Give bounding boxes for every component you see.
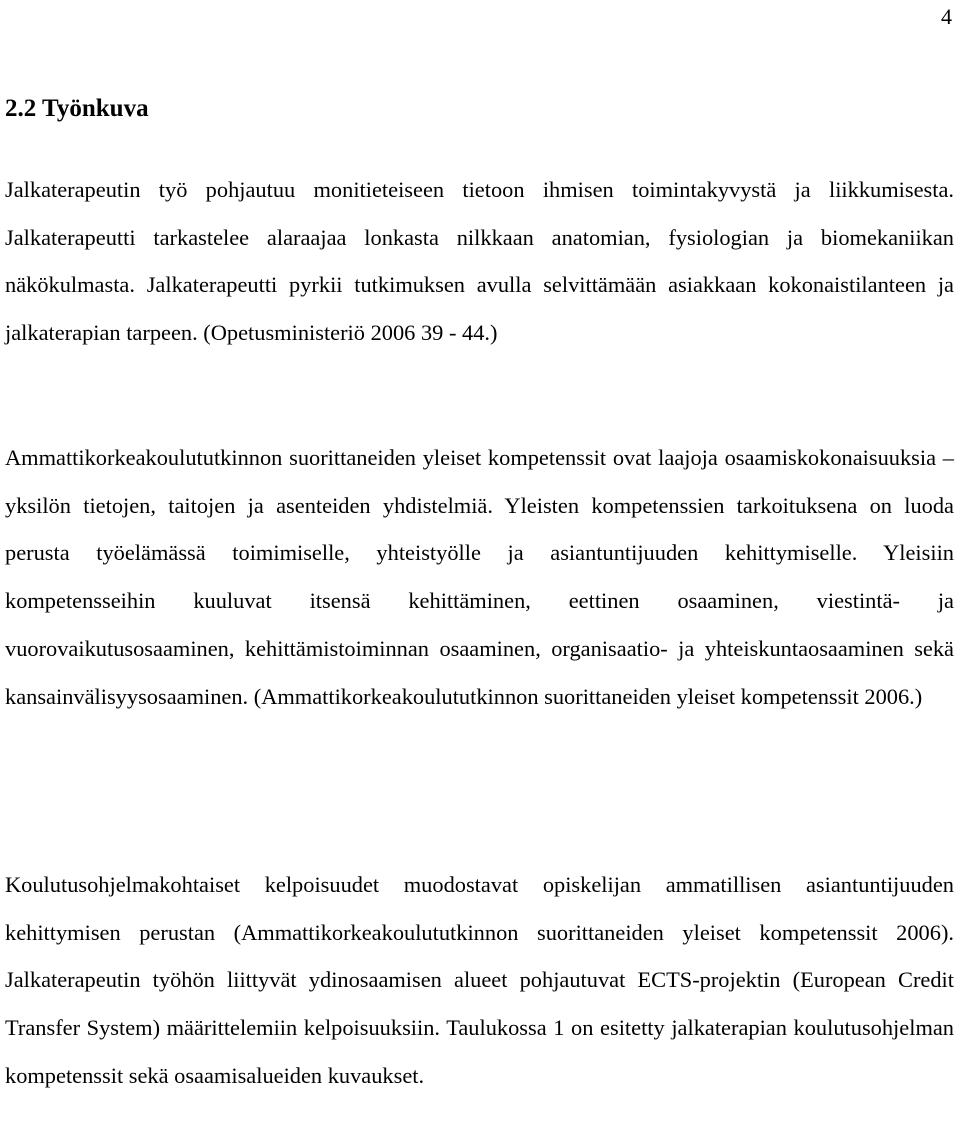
paragraph-2: Ammattikorkeakoulututkinnon suorittaneiden yleiset kompetenssit ovat laajoja osaamiskokonaisuuksia – yksilön tietojen, taitojen ja asenteiden yhdistelmiä. Yleisten kompetenssien tarkoituksena on luoda perusta työelämässä toimimiselle, yhteistyölle ja asiantuntijuuden kehittymiselle. Yleisiin kompetensseihin kuuluvat itsensä kehittäminen, eettinen osaaminen, viestintä- ja vuorovaikutusosaaminen, kehittämistoiminnan osaaminen, organisaatio- ja yhteiskuntaosaaminen sekä kansainvälisyysosaaminen. (Ammattikorkeakoulututkinnon suorittaneiden yleiset kompetenssit 2006.) — [5, 445, 954, 709]
paragraph-1: Jalkaterapeutin työ pohjautuu monitieteiseen tietoon ihmisen toimintakyvystä ja liikkumisesta. Jalkaterapeutti tarkastelee alaraajaa lonkasta nilkkaan anatomian, fysiologian ja biomekaniikan näkökulmasta. Jalkaterapeutti pyrkii tutkimuksen avulla selvittämään asiakkaan kokonaistilanteen ja jalkaterapian tarpeen. (Opetusministeriö 2006 39 - 44.) — [5, 177, 954, 346]
section-title: 2.2 Työnkuva — [5, 95, 149, 122]
page-number: 4 — [941, 4, 952, 29]
paragraph-3: Koulutusohjelmakohtaiset kelpoisuudet muodostavat opiskelijan ammatillisen asiantuntijuuden kehittymisen perustan (Ammattikorkeakoulututkinnon suorittaneiden yleiset kompetenssit 2006). Jalkaterapeutin työhön liittyvät ydinosaamisen alueet pohjautuvat ECTS-projektin (European Credit Transfer System) määrittelemiin kelpoisuuksiin. Taulukossa 1 on esitetty jalkaterapian koulutusohjelman kompetenssit sekä osaamisalueiden kuvaukset. — [5, 872, 954, 1088]
